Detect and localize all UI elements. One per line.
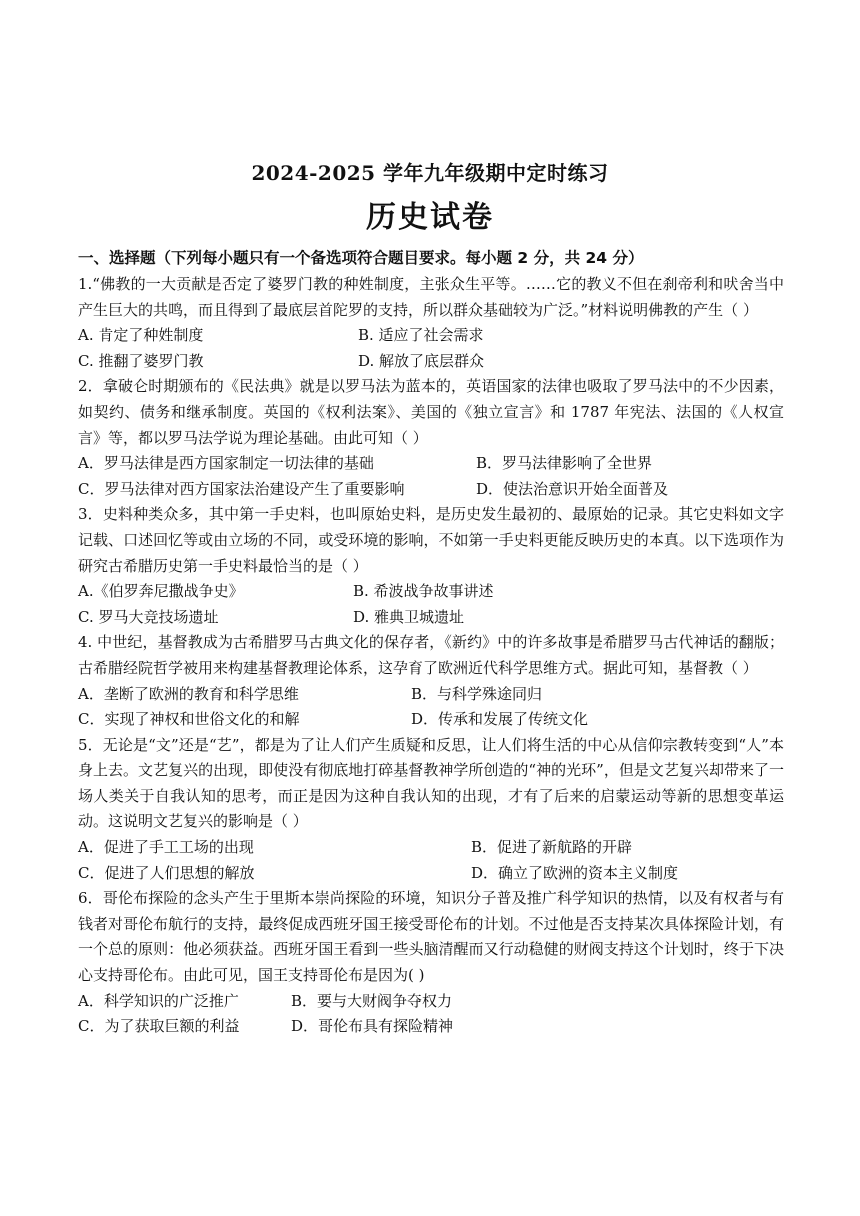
option-a: A. 肯定了种姓制度 [78, 326, 204, 345]
question-stem: 5．无论是“文”还是“艺”，都是为了让人们产生质疑和反思，让人们将生活的中心从信仰宗教转变到“人”本身上去。文艺复兴的出现，即使没有彻底地打碎基督教神学所创造的“神的光环”，但是文艺复兴却带来了一场人类关于自我认知的思考，而正是因为这种自我认知的出现，才有了后来的启蒙运动等新的思想变革运动。这说明文艺复兴的影响是（ ） [78, 735, 784, 831]
option-c: C. 罗马大竞技场遗址 [78, 607, 219, 626]
option-b: B．促进了新航路的开辟 [471, 838, 633, 857]
option-d: D. 雅典卫城遗址 [353, 607, 465, 626]
option-d: D．哥伦布具有探险精神 [291, 1017, 454, 1036]
question-2 [78, 374, 784, 502]
option-d: D．使法治意识开始全面普及 [476, 479, 669, 498]
section-heading: 一、选择题（下列每小题只有一个备选项符合题目要求。每小题 2 分，共 24 分） [78, 249, 644, 267]
subject-title: 历史试卷 [366, 200, 494, 235]
option-b: B. 适应了社会需求 [358, 326, 484, 345]
option-grid [78, 682, 784, 733]
option-grid [78, 579, 784, 630]
option-a: A．科学知识的广泛推广 [78, 991, 239, 1010]
option-a: A.《伯罗奔尼撒战争史》 [78, 582, 244, 601]
option-d: D．确立了欧洲的资本主义制度 [471, 863, 679, 882]
option-b: B．与科学殊途同归 [411, 684, 543, 703]
question-stem: 3．史料种类众多，其中第一手史料，也叫原始史料，是历史发生最初的、最原始的记录。其它史料如文字记载、口述回忆等或由立场的不同，或受环境的影响，不如第一手史料更能反映历史的本真。以下选项作为研究古希腊历史第一手史料最恰当的是（ ） [78, 505, 784, 575]
option-grid [78, 835, 784, 886]
exam-title: 2024-2025 学年九年级期中定时练习 [251, 161, 609, 185]
option-a: A．罗马法律是西方国家制定一切法律的基础 [78, 454, 374, 473]
question-stem: 1.“佛教的一大贡献是否定了婆罗门教的种姓制度，主张众生平等。……它的教义不但在刹帝利和吠舍当中产生巨大的共鸣，而且得到了最底层首陀罗的支持，所以群众基础较为广泛。”材料说明佛教的产生（ ） [78, 275, 784, 319]
question-stem: 6．哥伦布探险的念头产生于里斯本崇尚探险的环境，知识分子普及推广科学知识的热情，以及有权者与有钱者对哥伦布航行的支持，最终促成西班牙国王接受哥伦布的计划。不过他是否支持某次具体探险计划，有一个总的原则：他必须获益。西班牙国王看到一些头脑清醒而又行动稳健的财阀支持这个计划时，终于下决心支持哥伦布。由此可见，国王支持哥伦布是因为( ) [78, 889, 784, 985]
option-c: C．实现了神权和世俗文化的和解 [78, 710, 300, 729]
question-stem: 4. 中世纪，基督教成为古希腊罗马古典文化的保存者，《新约》中的许多故事是希腊罗马古代神话的翻版；古希腊经院哲学被用来构建基督教理论体系，这孕育了欧洲近代科学思维方式。据此可知，基督教（ ） [78, 633, 784, 677]
option-a: A．垄断了欧洲的教育和科学思维 [78, 684, 299, 703]
option-c: C．为了获取巨额的利益 [78, 1017, 240, 1036]
option-b: B．罗马法律影响了全世界 [476, 454, 653, 473]
question-list [78, 272, 784, 1040]
question-3 [78, 502, 784, 630]
question-6 [78, 886, 784, 1040]
question-stem: 2．拿破仑时期颁布的《民法典》就是以罗马法为蓝本的，英语国家的法律也吸取了罗马法中的不少因素，如契约、债务和继承制度。英国的《权利法案》、美国的《独立宣言》和 1787 年宪法、法国的《人权宣言》等，都以罗马法学说为理论基础。由此可知（ ） [78, 377, 784, 447]
question-4 [78, 630, 784, 732]
option-b: B．要与大财阀争夺权力 [291, 991, 453, 1010]
question-1 [78, 272, 784, 374]
option-c: C. 推翻了婆罗门教 [78, 351, 204, 370]
option-c: C．促进了人们思想的解放 [78, 863, 255, 882]
option-b: B. 希波战争故事讲述 [353, 582, 494, 601]
option-grid [78, 323, 784, 374]
question-5 [78, 733, 784, 887]
option-d: D．传承和发展了传统文化 [411, 710, 589, 729]
option-grid [78, 451, 784, 502]
option-a: A．促进了手工工场的出现 [78, 838, 254, 857]
option-d: D. 解放了底层群众 [358, 351, 485, 370]
option-c: C．罗马法律对西方国家法治建设产生了重要影响 [78, 479, 405, 498]
option-grid [78, 989, 784, 1040]
